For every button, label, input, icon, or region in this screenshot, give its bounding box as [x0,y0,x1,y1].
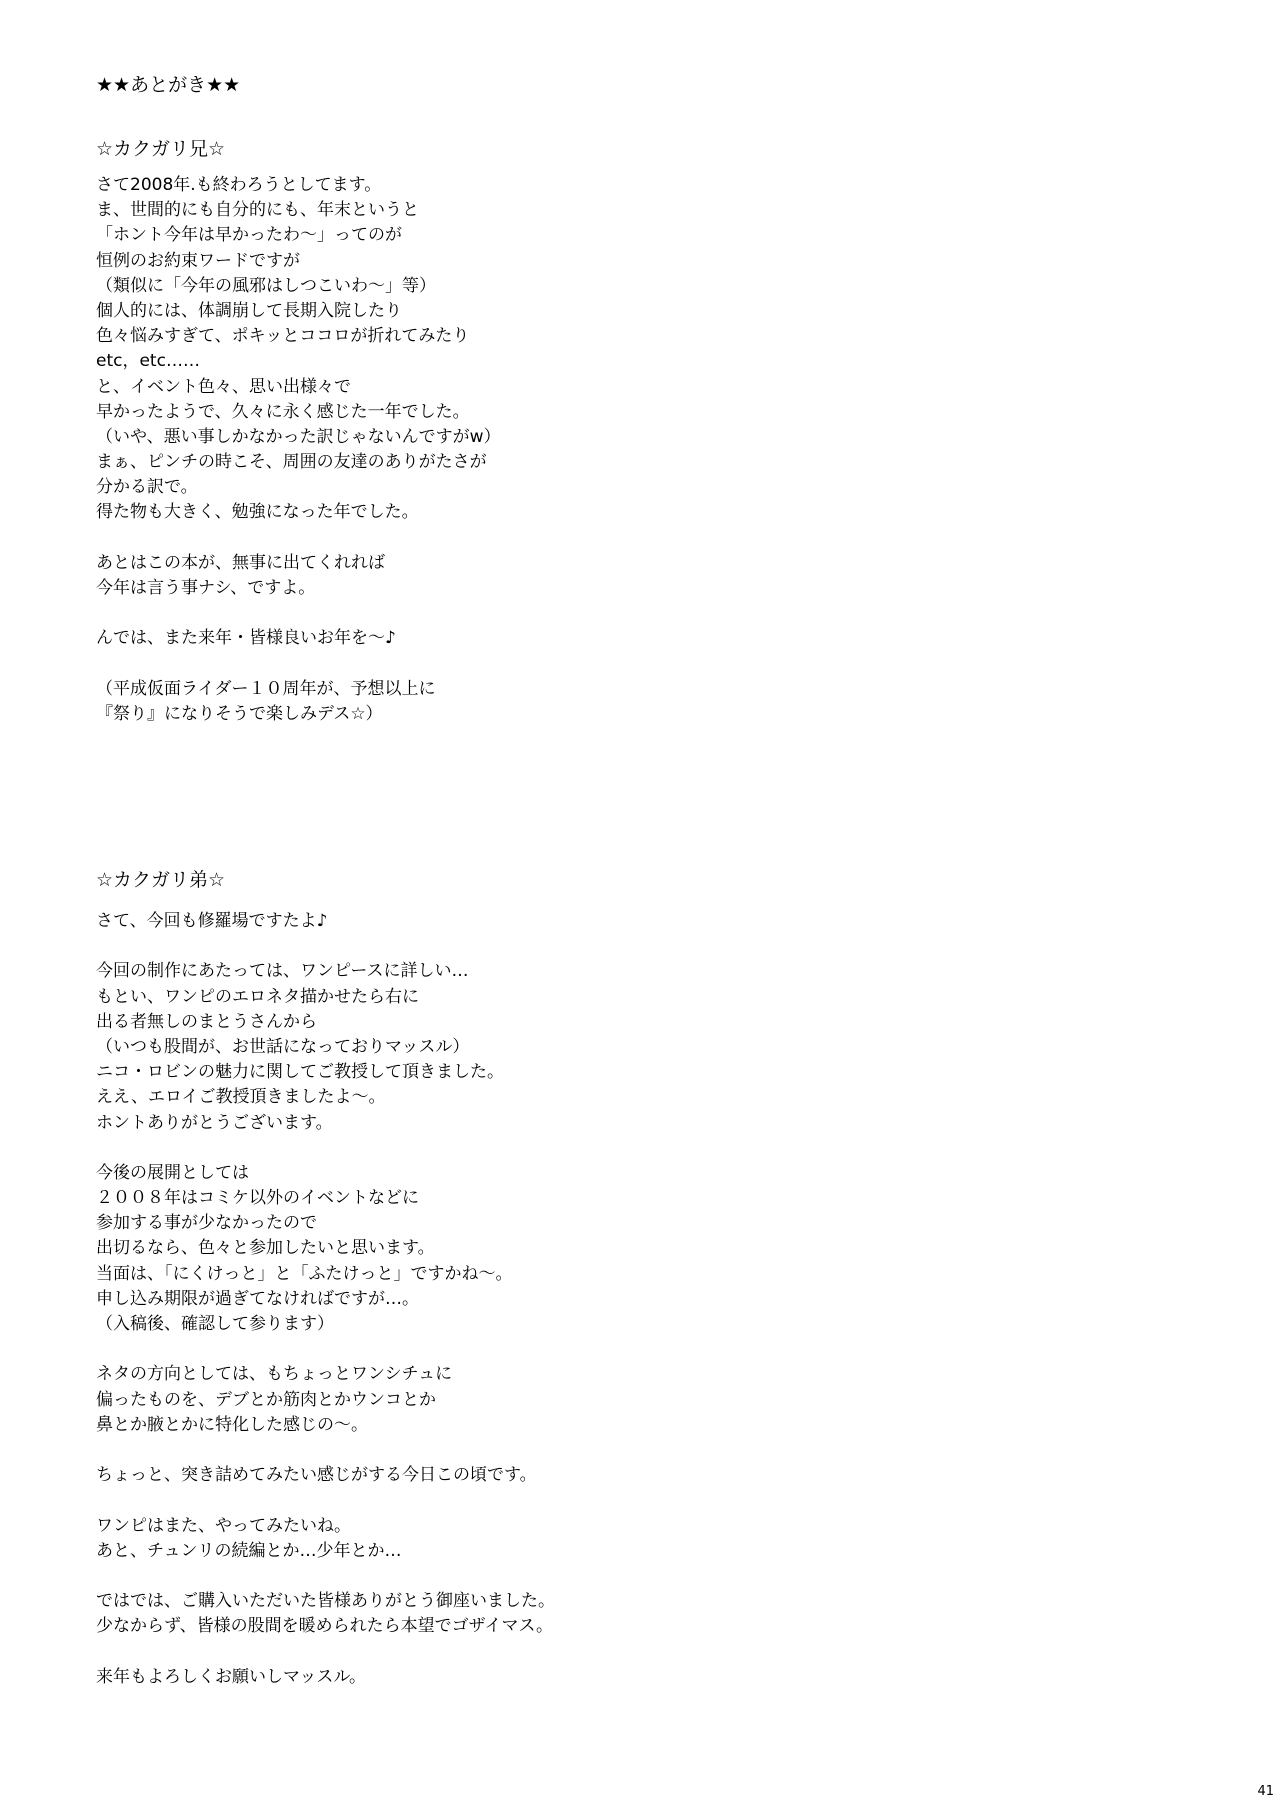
text-line: んでは、また来年・皆様良いお年を～♪ [96,628,396,649]
text-line: 『祭り』になりそうで楽しみデス☆） [96,703,383,724]
text-line: 申し込み期限が過ぎてなければですが…。 [96,1288,419,1309]
text-line: さて、今回も修羅場ですたよ♪ [96,911,328,931]
text-line: （入稿後、確認して参ります） [96,1314,334,1334]
text-line: 個人的には、体調崩して長期入院したり [96,300,402,321]
text-line: 今年は言う事ナシ、ですよ。 [96,578,316,598]
text-line: ではでは、ご購入いただいた皆様ありがとう御座いました。 [96,1591,555,1612]
text-line: 今回の制作にあたっては、ワンピースに詳しい… [96,961,469,982]
text-line: （いつも股間が、お世話になっておりマッスル） [96,1036,470,1057]
page-number: 41 [1257,1784,1274,1799]
text-line: 当面は、「にくけっと」と「ふたけっと」ですかね～。 [96,1263,513,1284]
text-line: ええ、エロイご教授頂きましたよ～。 [96,1087,386,1108]
text-line: ネタの方向としては、もちょっとワンシチュに [96,1364,453,1385]
text-line: と、イベント色々、思い出様々で [96,376,351,397]
text-line: 来年もよろしくお願いしマッスル。 [96,1666,366,1687]
text-line: 得た物も大きく、勉強になった年でした。 [96,502,419,523]
text-line [96,601,1216,626]
text-line [96,1564,1216,1589]
text-line: 偏ったものを、デブとか筋肉とかウンコとか [96,1389,436,1410]
text-line [96,1337,1216,1362]
text-line [96,526,1216,551]
text-line: ま、世間的にも自分的にも、年末というと [96,200,419,221]
text-line: 色々悩みすぎて、ポキッとココロが折れてみたり [96,326,470,347]
text-line: etc，etc…… [96,351,200,372]
text-line [96,652,1216,677]
page-title: ★★あとがき★★ [96,74,241,96]
text-line: 少なからず、皆様の股間を暖められたら本望でゴザイマス。 [96,1616,553,1637]
text-line: 早かったようで、久々に永く感じた一年でした。 [96,401,470,422]
text-line: 鼻とか腋とかに特化した感じの～。 [96,1414,368,1435]
text-line: ワンピはまた、やってみたいね。 [96,1515,351,1536]
section-heading-younger-brother: ☆カクガリ弟☆ [96,869,226,891]
text-line [96,1438,1216,1463]
text-line: （いや、悪い事しかなかった訳じゃないんですがw） [96,426,501,447]
text-line [96,1488,1216,1513]
text-line: あとはこの本が、無事に出てくれれば [96,552,385,573]
text-line: （類似に「今年の風邪はしつこいわ～」等） [96,275,436,296]
text-line: 分かる訳で。 [96,477,198,498]
text-line: あと、チュンリの続編とか…少年とか… [96,1540,402,1561]
text-line: ちょっと、突き詰めてみたい感じがする今日この頃です。 [96,1465,537,1486]
text-line [96,1639,1216,1664]
section-body-younger-brother [96,909,1216,1690]
text-line: もとい、ワンピのエロネタ描かせたら右に [96,986,419,1007]
text-line: ホントありがとうございます。 [96,1112,333,1133]
text-line: 出切るなら、色々と参加したいと思います。 [96,1238,435,1259]
section-heading-brother: ☆カクガリ兄☆ [96,138,226,160]
text-line: ２００８年はコミケ以外のイベントなどに [96,1188,419,1209]
text-line [96,934,1216,959]
text-line: ニコ・ロビンの魅力に関してご教授して頂きました。 [96,1062,504,1083]
text-line: まぁ、ピンチの時こそ、周囲の友達のありがたさが [96,452,487,473]
text-line: 恒例のお約束ワードですが [96,250,300,271]
text-line: 今後の展開としては [96,1162,249,1183]
text-line: 出る者無しのまとうさんから [96,1011,317,1032]
text-line: （平成仮面ライダー１０周年が、予想以上に [96,678,436,699]
text-line: 「ホント今年は早かったわ～」ってのが [96,225,402,246]
text-line: 参加する事が少なかったので [96,1213,317,1234]
text-line: さて2008年.も終わろうとしてます。 [96,175,382,195]
section-body-brother [96,173,1216,727]
text-line [96,1136,1216,1161]
